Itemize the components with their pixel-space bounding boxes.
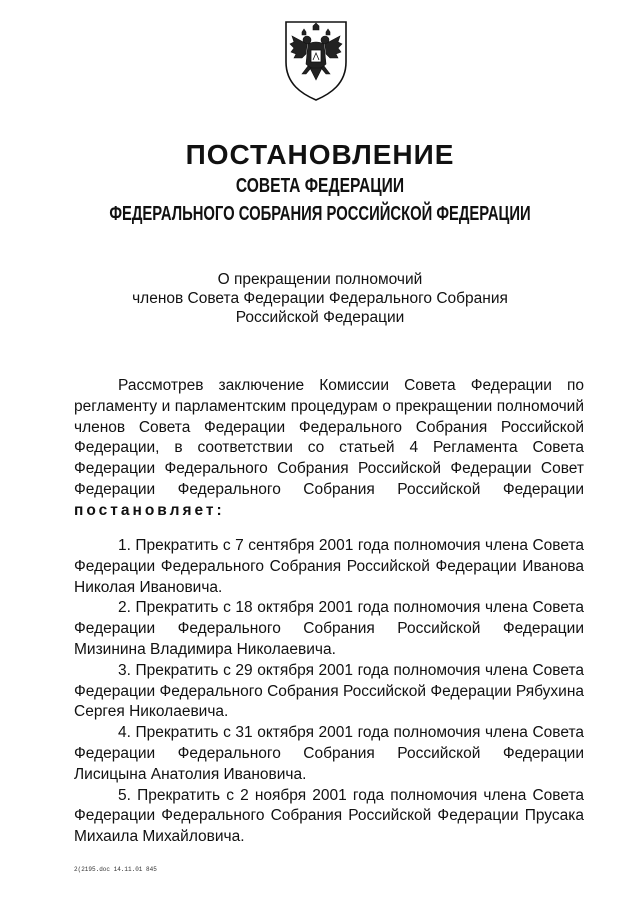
subject-line-1: О прекращении полномочий bbox=[217, 271, 423, 288]
footer-file-code: 2(2195.doc 14.11.01 845 bbox=[74, 866, 157, 873]
preamble-text: Рассмотрев заключение Комиссии Совета Федерации по регламенту и парламентским процедурам о прекращении полномочий членов Совета Федерации Федерального Собрания Российской Федерации, в соответствии со статьей 4 Регламента Совета Федерации Федерального Собрания Российской Федерации Совет Федерации Федерального Собрания Российской Федерации bbox=[74, 377, 584, 498]
document-subject bbox=[0, 270, 640, 327]
document-title: ПОСТАНОВЛЕНИЕ bbox=[185, 139, 455, 170]
subject-line-2: членов Совета Федерации Федерального Собрания bbox=[132, 290, 508, 307]
decree-item-2: 2. Прекратить с 18 октября 2001 года полномочия члена Совета Федерации Федерального Собрания Российской Федерации Мизинина Владимира Николаевича. bbox=[74, 599, 584, 658]
issuer-line-2: ФЕДЕРАЛЬНОГО СОБРАНИЯ РОССИЙСКОЙ ФЕДЕРАЦИИ bbox=[109, 203, 531, 225]
preamble-paragraph bbox=[74, 376, 584, 522]
decree-items bbox=[74, 536, 584, 848]
decree-item-4: 4. Прекратить с 31 октября 2001 года полномочия члена Совета Федерации Федерального Собрания Российской Федерации Лисицына Анатолия Ивановича. bbox=[74, 724, 584, 783]
decree-item-5: 5. Прекратить с 2 ноября 2001 года полномочия члена Совета Федерации Федерального Собрания Российской Федерации Прусака Михаила Михайловича. bbox=[74, 786, 584, 846]
decree-word: постановляет: bbox=[74, 501, 225, 519]
decree-item-1: 1. Прекратить с 7 сентября 2001 года полномочия члена Совета Федерации Федерального Собрания Российской Федерации Иванова Николая Ивановича. bbox=[74, 537, 584, 596]
subject-line-3: Российской Федерации bbox=[235, 309, 405, 326]
decree-item-3: 3. Прекратить с 29 октября 2001 года полномочия члена Совета Федерации Федерального Собрания Российской Федерации Рябухина Сергея Николаевича. bbox=[74, 661, 584, 721]
coat-of-arms-emblem bbox=[280, 18, 352, 102]
issuer-line-1: СОВЕТА ФЕДЕРАЦИИ bbox=[235, 175, 405, 197]
